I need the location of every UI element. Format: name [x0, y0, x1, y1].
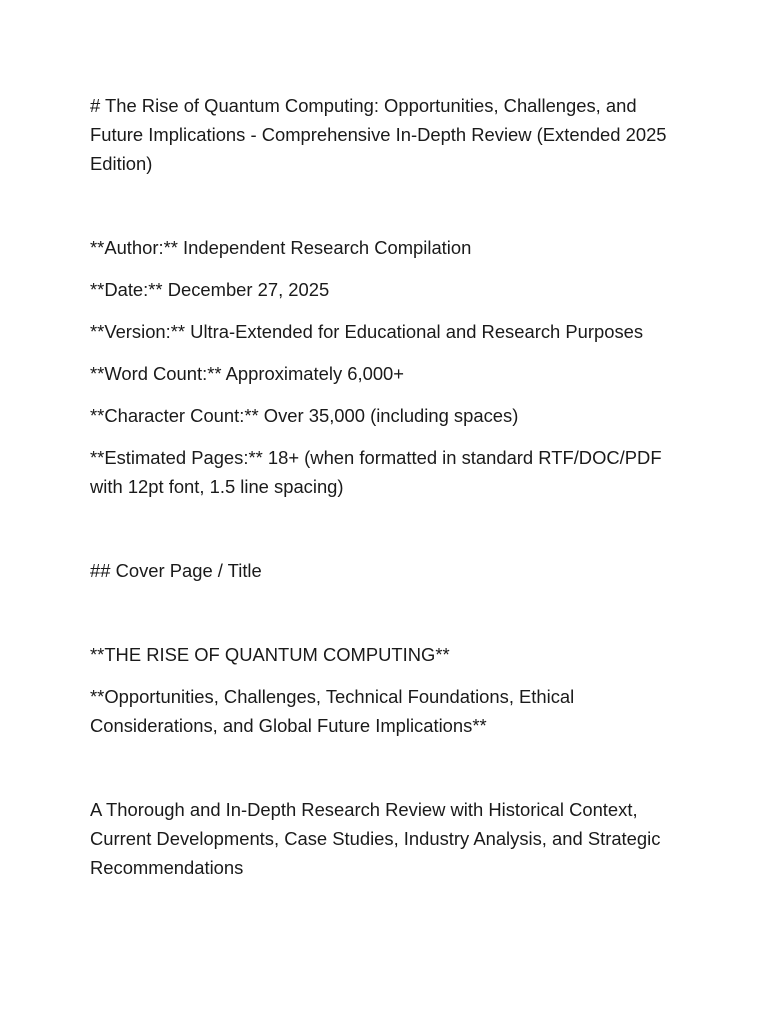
meta-character-count: **Character Count:** Over 35,000 (including spaces): [90, 405, 519, 426]
cover-description: A Thorough and In-Depth Research Review with Historical Context, Current Developments, Case Studies, Industry Analysis, and Strategic Recommendations: [90, 799, 661, 878]
meta-estimated-pages: **Estimated Pages:** 18+ (when formatted in standard RTF/DOC/PDF with 12pt font, 1.5 line spacing): [90, 447, 662, 497]
cover-subtitle: **Opportunities, Challenges, Technical Foundations, Ethical Considerations, and Global Future Implications**: [90, 686, 575, 736]
meta-author: **Author:** Independent Research Compilation: [90, 237, 472, 258]
meta-word-count: **Word Count:** Approximately 6,000+: [90, 363, 405, 384]
meta-version: **Version:** Ultra-Extended for Educational and Research Purposes: [90, 321, 644, 342]
section-heading: ## Cover Page / Title: [90, 560, 262, 581]
cover-title: **THE RISE OF QUANTUM COMPUTING**: [90, 644, 450, 665]
document-title: # The Rise of Quantum Computing: Opportunities, Challenges, and Future Implications - Comprehensive In-Depth Review (Extended 2025 Edition): [90, 95, 667, 174]
meta-date: **Date:** December 27, 2025: [90, 279, 330, 300]
